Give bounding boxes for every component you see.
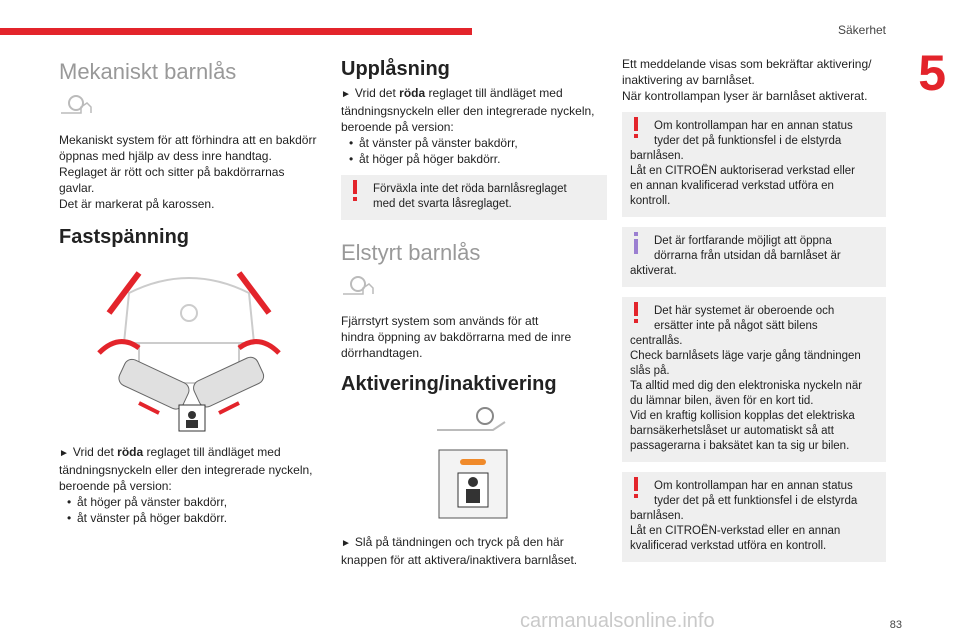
- note1-line4: Låt en CITROËN auktoriserad verkstad eller: [630, 165, 855, 177]
- lock-step-line3: beroende på version:: [59, 479, 172, 493]
- activate-line2: knappen för att aktivera/inaktivera barnlåset.: [341, 553, 578, 567]
- heading-lock: Fastspänning: [59, 226, 190, 248]
- note4-line2: tyder det på ett funktionsfel i de elstyrda: [654, 495, 858, 507]
- warning-icon: [632, 477, 640, 499]
- dashboard-icon: [433, 406, 513, 436]
- unlock-step-post: reglaget till ändläget med: [428, 86, 563, 100]
- warning-note: [622, 472, 886, 562]
- warning-line1: Förväxla inte det röda barnlåsreglaget: [373, 183, 567, 195]
- child-lock-button-icon: [438, 449, 508, 519]
- activate-text1: Slå på tändningen och tryck på den här: [354, 535, 564, 549]
- elec-line-1: Fjärrstyrt system som används för att: [341, 314, 539, 328]
- mech-line-2: öppnas med hjälp av dess inre handtag.: [59, 149, 272, 163]
- note3-line10: passagerarna i baksätet kan ta sig ur bilen.: [630, 440, 850, 452]
- column-mechanical: [59, 56, 321, 526]
- unlock-step-bold: röda: [399, 86, 426, 100]
- lock-step-post: reglaget till ändläget med: [146, 445, 281, 459]
- note3-line5: slås på.: [630, 365, 670, 377]
- chapter-bar: [0, 28, 472, 35]
- note3-line8: Vid en kraftig kollision kopplas det elektriska: [630, 410, 855, 422]
- warning-icon: [632, 302, 640, 324]
- lock-step-pre: Vrid det: [72, 445, 114, 459]
- note3-line6: Ta alltid med dig den elektroniska nyckeln när: [630, 380, 863, 392]
- note3-line1: Det här systemet är oberoende och: [654, 305, 835, 317]
- warning-line2: med det svarta låsreglaget.: [373, 198, 512, 210]
- lock-step-bold: röda: [117, 445, 144, 459]
- page-number: 83: [889, 619, 902, 631]
- unlock-bullets: [341, 135, 607, 167]
- chapter-number: 5: [918, 45, 946, 101]
- note1-line3: barnlåsen.: [630, 150, 684, 162]
- unlock-step-line2: tändningsnyckeln eller den integrerade nyckeln,: [341, 104, 595, 118]
- heading-unlock: Upplåsning: [341, 58, 450, 80]
- note1-line6: kontroll.: [630, 195, 671, 207]
- list-item: • åt höger på höger bakdörr.: [341, 151, 607, 167]
- note4-line3: barnlåsen.: [630, 510, 684, 522]
- warning-note: [622, 297, 886, 462]
- section-label: Säkerhet: [837, 23, 886, 37]
- lock-step-line1: ► Vrid det röda reglaget till ändläget med: [59, 445, 281, 459]
- note2-line3: aktiverat.: [630, 265, 677, 277]
- elec-line-2: hindra öppning av bakdörrarna med de inre: [341, 330, 572, 344]
- note3-line4: Check barnlåsets läge varje gång tändningen: [630, 350, 861, 362]
- column-unlock: [341, 56, 607, 568]
- confirm-line-3: När kontrollampan lyser är barnlåset aktiverat.: [622, 89, 868, 103]
- note3-line3: centrallås.: [630, 335, 683, 347]
- mech-line-1: Mekaniskt system för att förhindra att en bakdörr: [59, 133, 317, 147]
- note2-line2: dörrarna från utsidan då barnlåset är: [654, 250, 841, 262]
- title-mechanical: Mekaniskt barnlås: [59, 59, 237, 84]
- note1-line1: Om kontrollampan har en annan status: [654, 120, 853, 132]
- note2-line1: Det är fortfarande möjligt att öppna: [654, 235, 832, 247]
- warning-note: [341, 175, 607, 220]
- info-note: [622, 227, 886, 287]
- note1-line5: en annan kvalificerad verkstad utföra en: [630, 180, 834, 192]
- watermark: carmanualsonline.info: [520, 610, 715, 632]
- confirm-line-2: inaktivering av barnlåset.: [622, 73, 755, 87]
- steering-wheel-icon: [59, 93, 93, 119]
- note4-line4: Låt en CITROËN-verkstad eller en annan: [630, 525, 841, 537]
- confirm-line-1: Ett meddelande visas som bekräftar aktivering/: [622, 57, 872, 71]
- child-lock-illustration: [69, 253, 309, 433]
- warning-icon: [632, 117, 640, 139]
- unlock-step-line1: ► Vrid det röda reglaget till ändläget med: [341, 86, 563, 100]
- note3-line2: ersätter inte på något sätt bilens: [654, 320, 818, 332]
- note3-line9: barnsäkerhetslåset ur automatiskt så att: [630, 425, 834, 437]
- elec-line-3: dörrhandtagen.: [341, 346, 423, 360]
- note4-line5: kvalificerad verkstad utföra en kontroll.: [630, 540, 827, 552]
- mech-line-4: gavlar.: [59, 181, 95, 195]
- mech-line-3: Reglaget är rött och sitter på bakdörrarnas: [59, 165, 285, 179]
- title-electric: Elstyrt barnlås: [341, 240, 481, 265]
- column-notes: [622, 56, 886, 562]
- lock-bullets: [59, 494, 321, 526]
- activate-line1: ► Slå på tändningen och tryck på den här: [341, 535, 564, 549]
- list-item: • åt vänster på vänster bakdörr,: [341, 135, 607, 151]
- note1-line2: tyder det på funktionsfel i de elstyrda: [654, 135, 842, 147]
- mech-line-5: Det är markerat på karossen.: [59, 197, 215, 211]
- warning-note: [622, 112, 886, 217]
- warning-icon: [351, 180, 359, 202]
- steering-wheel-icon: [341, 274, 375, 300]
- lock-step-line2: tändningsnyckeln eller den integrerade nyckeln,: [59, 463, 313, 477]
- heading-activate: Aktivering/inaktivering: [341, 373, 557, 395]
- info-icon: [632, 232, 640, 254]
- unlock-step-pre: Vrid det: [354, 86, 396, 100]
- list-item: • åt höger på vänster bakdörr,: [59, 494, 321, 510]
- list-item: • åt vänster på höger bakdörr.: [59, 510, 321, 526]
- note4-line1: Om kontrollampan har en annan status: [654, 480, 853, 492]
- unlock-step-line3: beroende på version:: [341, 120, 454, 134]
- note3-line7: du lämnar bilen, även för en kort tid.: [630, 395, 814, 407]
